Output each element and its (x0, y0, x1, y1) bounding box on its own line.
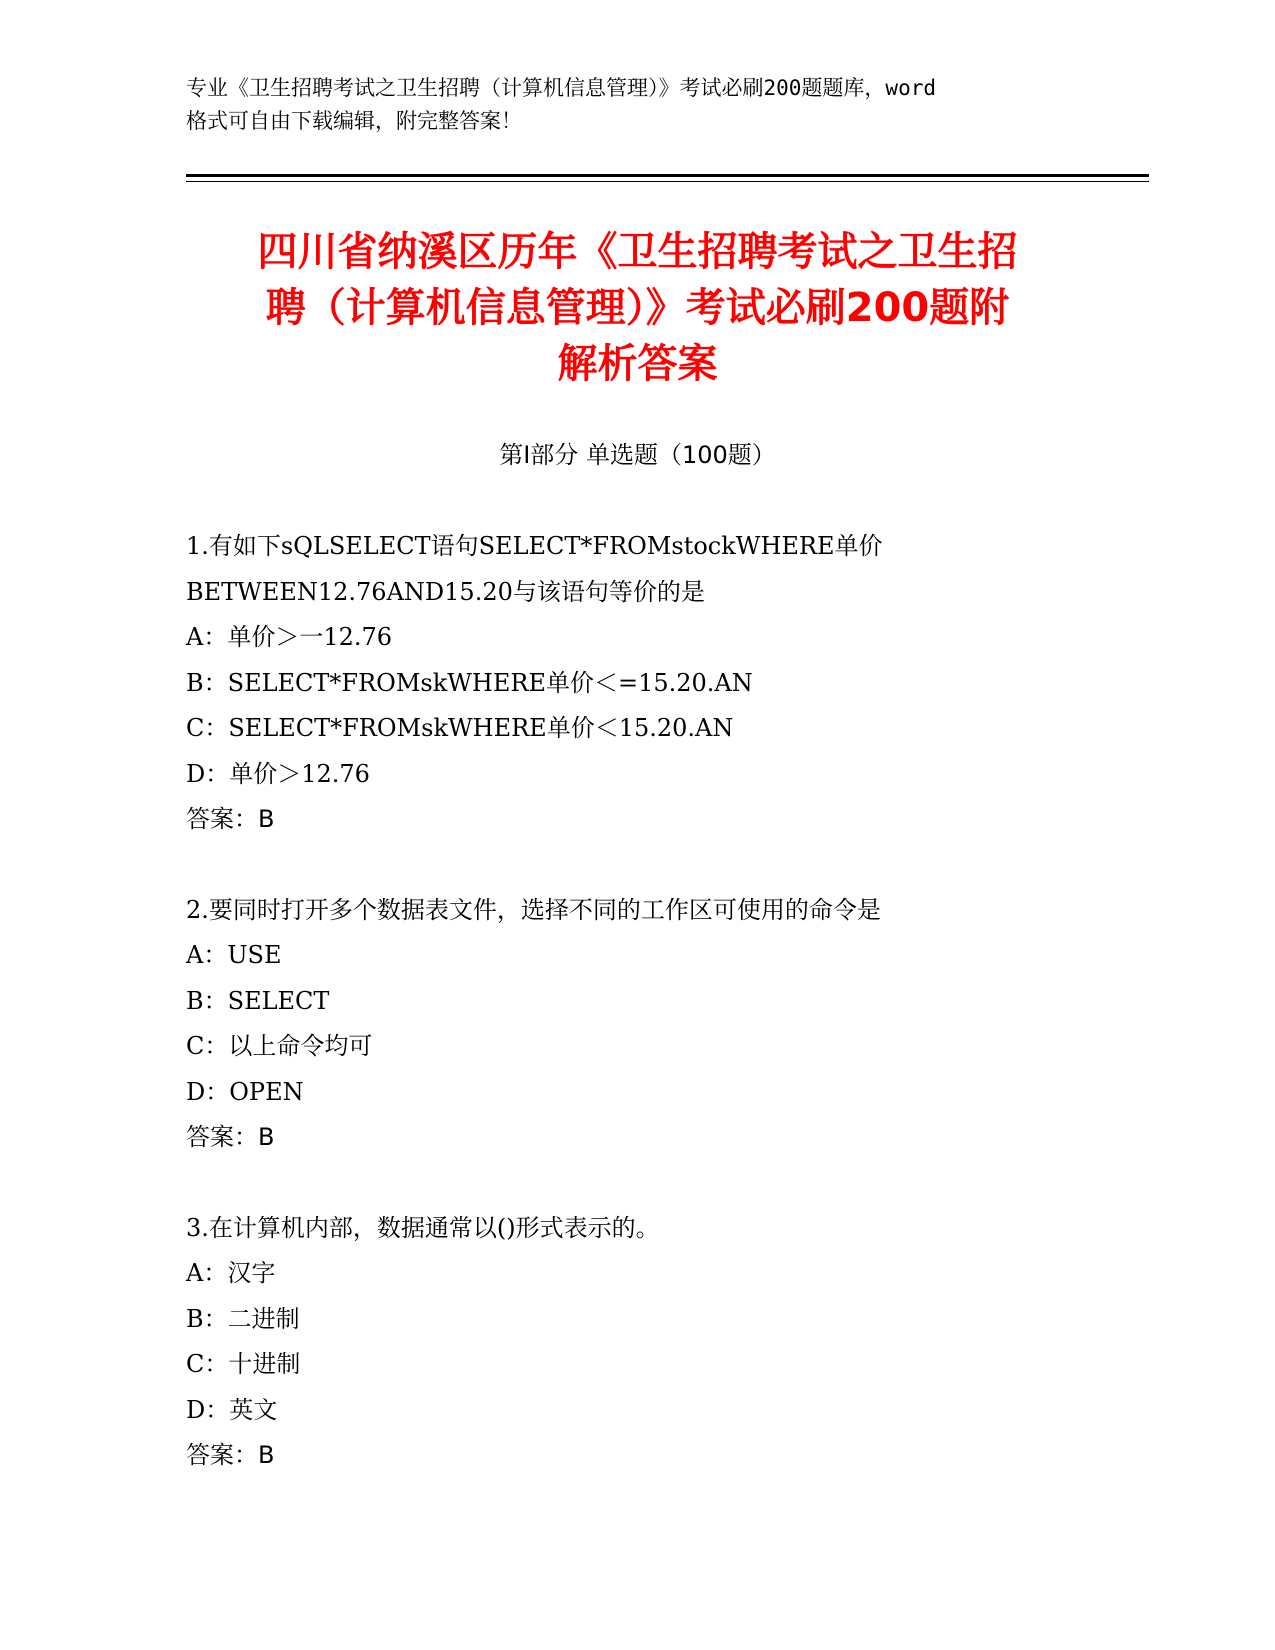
question-2 (186, 888, 1106, 1161)
document-title-line-1: 四川省纳溪区历年《卫生招聘考试之卫生招 (257, 229, 1018, 275)
option-a: A：汉字 (186, 1259, 276, 1287)
option-b: B：二进制 (186, 1304, 300, 1333)
question-1 (186, 524, 1106, 843)
option-c: C：SELECT*FROMskWHERE单价＜15.20.AN (186, 714, 734, 742)
option-d: D：OPEN (186, 1077, 304, 1106)
question-stem: 3.在计算机内部，数据通常以()形式表示的。 (186, 1213, 660, 1242)
document-title (186, 224, 1089, 392)
header-note-line-2: 格式可自由下载编辑，附完整答案！ (186, 109, 522, 133)
option-c: C：十进制 (186, 1350, 301, 1378)
document-title-line-3: 解析答案 (557, 341, 718, 387)
answer: 答案：B (186, 805, 275, 833)
option-a: A：USE (186, 941, 282, 969)
option-b: B：SELECT*FROMskWHERE单价＜=15.20.AN (186, 668, 753, 697)
header-note (186, 72, 1086, 138)
answer: 答案：B (186, 1441, 275, 1469)
question-list (186, 524, 1106, 1524)
question-3 (186, 1206, 1106, 1479)
answer: 答案：B (186, 1123, 275, 1151)
question-stem: 1.有如下sQLSELECT语句SELECT*FROMstockWHERE单价 (186, 532, 883, 560)
option-a: A：单价＞一12.76 (186, 623, 393, 651)
option-d: D：英文 (186, 1395, 278, 1424)
option-d: D：单价＞12.76 (186, 759, 370, 788)
question-stem-continued: BETWEEN12.76AND15.20与该语句等价的是 (186, 577, 705, 606)
document-title-line-2: 聘（计算机信息管理）》考试必刷200题附 (265, 285, 1010, 331)
header-rule-thick (186, 174, 1149, 177)
question-stem: 2.要同时打开多个数据表文件，选择不同的工作区可使用的命令是 (186, 895, 881, 924)
option-b: B：SELECT (186, 986, 330, 1015)
header-note-line-1: 专业《卫生招聘考试之卫生招聘（计算机信息管理）》考试必刷200题题库，word (186, 76, 936, 100)
section-title: 第Ⅰ部分 单选题（100题） (499, 441, 776, 469)
header-rule-thin (186, 181, 1149, 182)
option-c: C：以上命令均可 (186, 1032, 373, 1060)
